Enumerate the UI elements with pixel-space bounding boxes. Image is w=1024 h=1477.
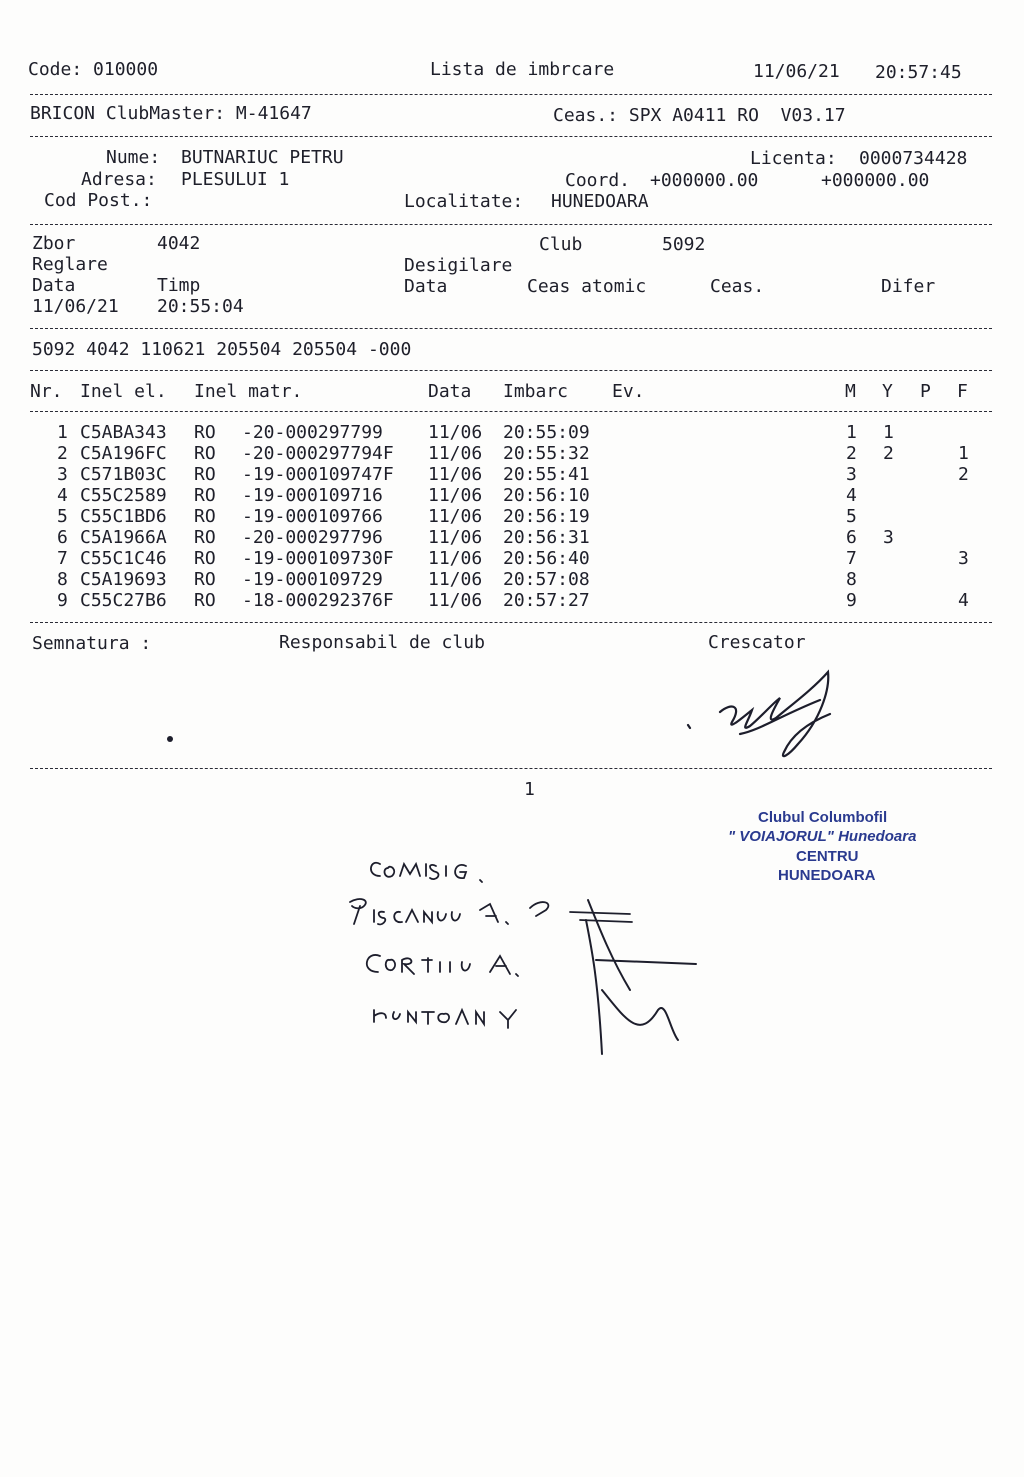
license-number: 0000734428 bbox=[859, 148, 968, 169]
row-inel-el: C55C27B6 bbox=[80, 590, 167, 611]
localitate-label: Localitate: bbox=[404, 191, 524, 212]
row-f: 3 bbox=[958, 548, 969, 569]
owner-address: PLESULUI 1 bbox=[181, 169, 290, 190]
row-ro: RO bbox=[194, 527, 216, 548]
separator bbox=[30, 768, 992, 769]
row-data: 11/06 bbox=[428, 527, 483, 548]
row-imbarc: 20:56:31 bbox=[503, 527, 590, 548]
row-inel-matr: -19-000109747F bbox=[242, 464, 394, 485]
row-ro: RO bbox=[194, 590, 216, 611]
reglare-date: 11/06/21 bbox=[32, 296, 119, 317]
row-data: 11/06 bbox=[428, 506, 483, 527]
row-m: 2 bbox=[846, 443, 857, 464]
row-imbarc: 20:56:40 bbox=[503, 548, 590, 569]
col-data: Data bbox=[428, 381, 472, 402]
row-nr: 1 bbox=[57, 422, 68, 443]
stamp-line: HUNEDOARA bbox=[778, 867, 876, 884]
row-inel-matr: -20-000297794F bbox=[242, 443, 394, 464]
document-title: Lista de imbrcare bbox=[430, 59, 615, 80]
col-f: F bbox=[957, 381, 968, 402]
page-number: 1 bbox=[524, 779, 535, 800]
row-inel-matr: -19-000109730F bbox=[242, 548, 394, 569]
coord-y: +000000.00 bbox=[821, 170, 930, 191]
data-label: Data bbox=[32, 275, 76, 296]
col-y: Y bbox=[882, 381, 893, 402]
row-imbarc: 20:55:32 bbox=[503, 443, 590, 464]
row-nr: 3 bbox=[57, 464, 68, 485]
row-m: 3 bbox=[846, 464, 857, 485]
responsabil-label: Responsabil de club bbox=[279, 632, 485, 653]
separator bbox=[30, 622, 992, 623]
col-p: P bbox=[920, 381, 931, 402]
coord-x: +000000.00 bbox=[650, 170, 759, 191]
row-m: 8 bbox=[846, 569, 857, 590]
row-imbarc: 20:55:41 bbox=[503, 464, 590, 485]
row-m: 1 bbox=[846, 422, 857, 443]
ceas-label: Ceas. bbox=[710, 276, 765, 297]
col-nr: Nr. bbox=[30, 381, 63, 402]
row-inel-el: C55C2589 bbox=[80, 485, 167, 506]
row-data: 11/06 bbox=[428, 485, 483, 506]
timp-label: Timp bbox=[157, 275, 201, 296]
nume-label: Nume: bbox=[106, 147, 161, 168]
reglare-label: Reglare bbox=[32, 254, 108, 275]
difer-label: Difer bbox=[881, 276, 936, 297]
row-imbarc: 20:55:09 bbox=[503, 422, 590, 443]
coord-label: Coord. bbox=[565, 170, 631, 191]
codpost-label: Cod Post.: bbox=[44, 190, 153, 211]
adresa-label: Adresa: bbox=[81, 169, 157, 190]
row-imbarc: 20:56:19 bbox=[503, 506, 590, 527]
row-y: 1 bbox=[883, 422, 894, 443]
row-inel-el: C5A196FC bbox=[80, 443, 167, 464]
semnatura-label: Semnatura : bbox=[32, 633, 152, 654]
data2-label: Data bbox=[404, 276, 448, 297]
print-date: 11/06/21 bbox=[753, 61, 840, 82]
row-ro: RO bbox=[194, 569, 216, 590]
row-ro: RO bbox=[194, 485, 216, 506]
row-m: 6 bbox=[846, 527, 857, 548]
row-data: 11/06 bbox=[428, 590, 483, 611]
separator bbox=[30, 224, 992, 225]
row-inel-matr: -20-000297799 bbox=[242, 422, 383, 443]
row-inel-el: C55C1C46 bbox=[80, 548, 167, 569]
row-nr: 5 bbox=[57, 506, 68, 527]
separator bbox=[30, 94, 992, 95]
separator bbox=[30, 136, 992, 137]
row-nr: 6 bbox=[57, 527, 68, 548]
club-number: 5092 bbox=[662, 234, 706, 255]
row-ro: RO bbox=[194, 548, 216, 569]
desigilare-label: Desigilare bbox=[404, 255, 513, 276]
row-m: 9 bbox=[846, 590, 857, 611]
commission-handwriting bbox=[340, 840, 720, 1070]
separator bbox=[30, 370, 992, 371]
separator bbox=[30, 411, 992, 412]
summary-line: 5092 4042 110621 205504 205504 -000 bbox=[32, 339, 412, 360]
row-inel-el: C5A1966A bbox=[80, 527, 167, 548]
club-label: Club bbox=[539, 234, 583, 255]
row-inel-el: C55C1BD6 bbox=[80, 506, 167, 527]
owner-name: BUTNARIUC PETRU bbox=[181, 147, 344, 168]
crescator-label: Crescator bbox=[708, 632, 806, 653]
stamp-line: " VOIAJORUL" Hunedoara bbox=[728, 828, 917, 845]
col-imbarc: Imbarc bbox=[503, 381, 569, 402]
row-imbarc: 20:56:10 bbox=[503, 485, 590, 506]
zbor-label: Zbor bbox=[32, 233, 76, 254]
row-inel-matr: -18-000292376F bbox=[242, 590, 394, 611]
row-f: 1 bbox=[958, 443, 969, 464]
row-f: 4 bbox=[958, 590, 969, 611]
row-y: 2 bbox=[883, 443, 894, 464]
code-label: Code: 010000 bbox=[28, 59, 159, 80]
row-inel-el: C5A19693 bbox=[80, 569, 167, 590]
col-inel-el: Inel el. bbox=[80, 381, 167, 402]
row-inel-el: C571B03C bbox=[80, 464, 167, 485]
row-y: 3 bbox=[883, 527, 894, 548]
col-inel-matr: Inel matr. bbox=[194, 381, 303, 402]
owner-city: HUNEDOARA bbox=[551, 191, 649, 212]
row-nr: 8 bbox=[57, 569, 68, 590]
row-inel-matr: -20-000297796 bbox=[242, 527, 383, 548]
row-nr: 9 bbox=[57, 590, 68, 611]
row-nr: 7 bbox=[57, 548, 68, 569]
row-ro: RO bbox=[194, 443, 216, 464]
row-ro: RO bbox=[194, 506, 216, 527]
row-inel-matr: -19-000109716 bbox=[242, 485, 383, 506]
stamp-line: Clubul Columbofil bbox=[758, 809, 888, 826]
row-data: 11/06 bbox=[428, 464, 483, 485]
stamp-line: CENTRU bbox=[796, 848, 859, 865]
col-ev: Ev. bbox=[612, 381, 645, 402]
row-data: 11/06 bbox=[428, 548, 483, 569]
row-ro: RO bbox=[194, 464, 216, 485]
col-m: M bbox=[845, 381, 856, 402]
row-nr: 2 bbox=[57, 443, 68, 464]
licenta-label: Licenta: bbox=[750, 148, 837, 169]
row-imbarc: 20:57:08 bbox=[503, 569, 590, 590]
row-data: 11/06 bbox=[428, 443, 483, 464]
reglare-time: 20:55:04 bbox=[157, 296, 244, 317]
row-m: 4 bbox=[846, 485, 857, 506]
separator bbox=[30, 328, 992, 329]
row-nr: 4 bbox=[57, 485, 68, 506]
row-inel-matr: -19-000109766 bbox=[242, 506, 383, 527]
print-time: 20:57:45 bbox=[875, 62, 962, 83]
ceas-atomic-label: Ceas atomic bbox=[527, 276, 647, 297]
row-f: 2 bbox=[958, 464, 969, 485]
row-inel-el: C5ABA343 bbox=[80, 422, 167, 443]
clock-id: Ceas.: SPX A0411 RO V03.17 bbox=[553, 105, 846, 126]
flight-number: 4042 bbox=[157, 233, 201, 254]
row-data: 11/06 bbox=[428, 569, 483, 590]
row-imbarc: 20:57:27 bbox=[503, 590, 590, 611]
row-ro: RO bbox=[194, 422, 216, 443]
device-id: BRICON ClubMaster: M-41647 bbox=[30, 103, 312, 124]
row-inel-matr: -19-000109729 bbox=[242, 569, 383, 590]
row-data: 11/06 bbox=[428, 422, 483, 443]
crescator-signature bbox=[680, 660, 860, 770]
row-m: 7 bbox=[846, 548, 857, 569]
ink-dot-icon bbox=[165, 734, 175, 744]
row-m: 5 bbox=[846, 506, 857, 527]
